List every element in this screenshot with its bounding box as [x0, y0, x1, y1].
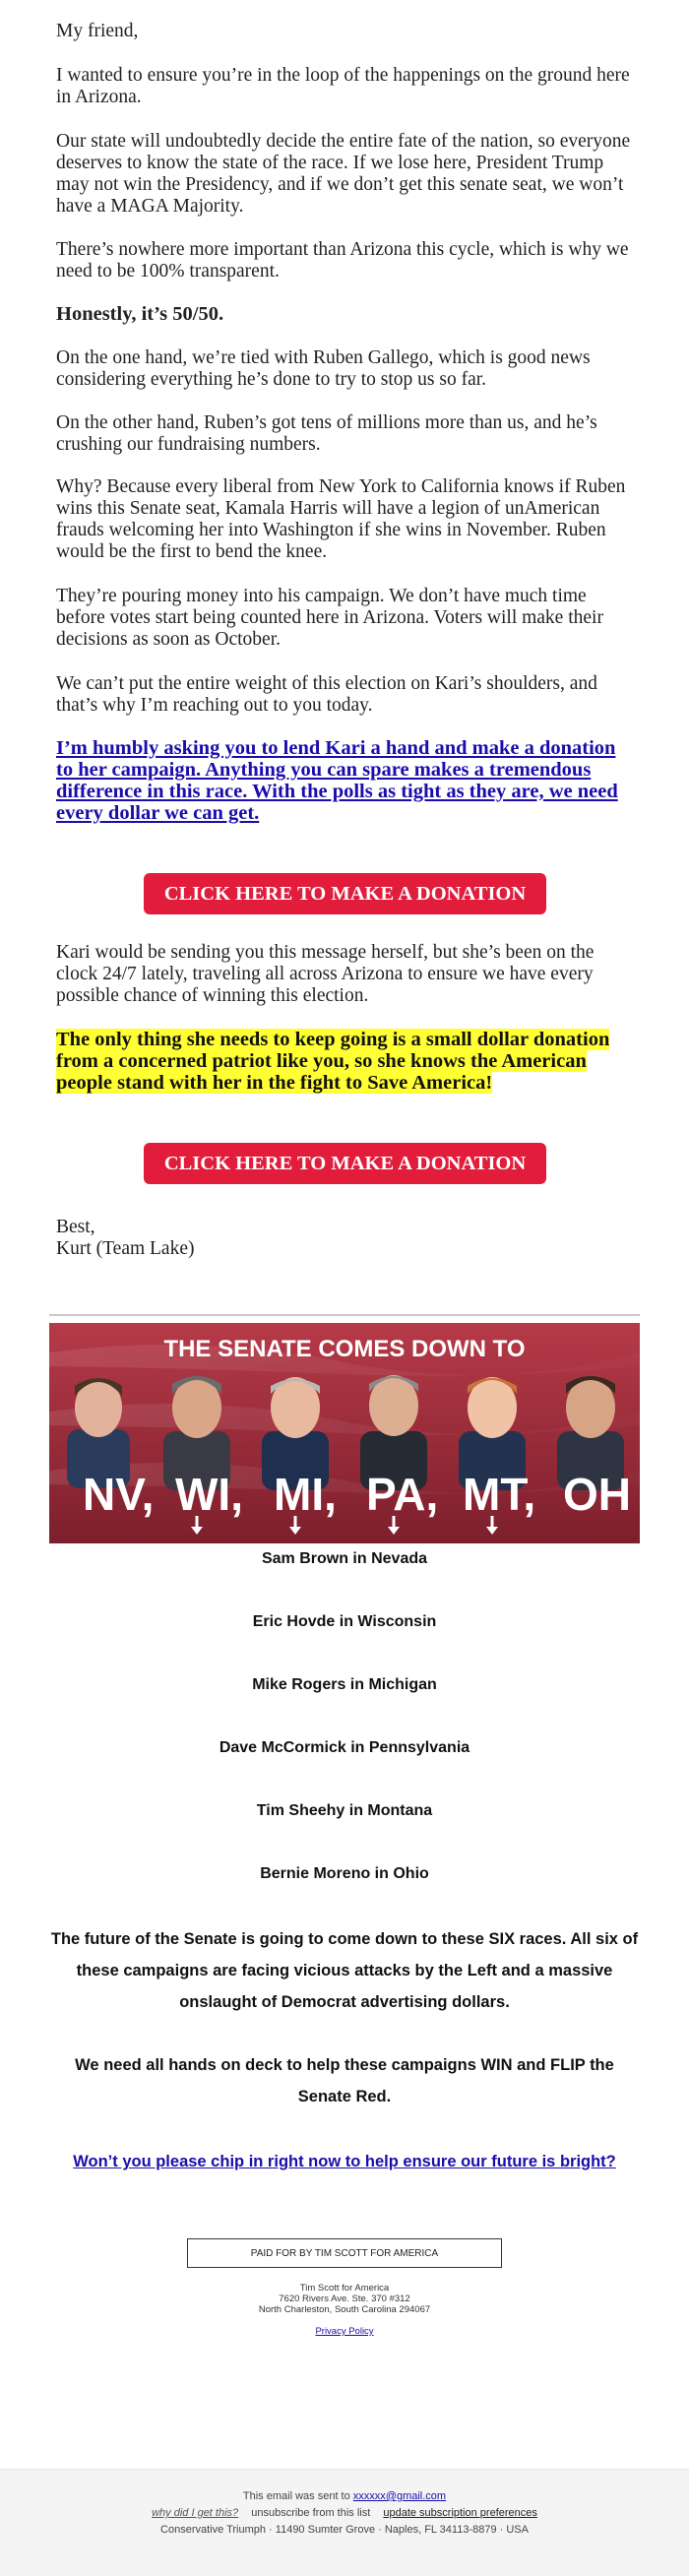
donation-ask-link[interactable]: I’m humbly asking you to lend Kari a hand and make a donation to her campaign. Anything you can spare makes a tremendous difference in this race. With the polls as tight as they are, we need every dollar we can get. — [56, 737, 618, 824]
candidate-ohio: Bernie Moreno in Ohio — [260, 1865, 429, 1882]
signoff-closing: Best, — [56, 1217, 95, 1237]
paragraph-1: I wanted to ensure you’re in the loop of the happenings on the ground here in Arizona. — [56, 65, 630, 107]
candidate-michigan: Mike Rogers in Michigan — [252, 1676, 437, 1693]
donate-button-2[interactable]: CLICK HERE TO MAKE A DONATION — [144, 1143, 546, 1184]
state-label-oh: OH — [563, 1469, 631, 1520]
candidate-nevada: Sam Brown in Nevada — [261, 1550, 428, 1567]
paragraph-2: Our state will undoubtedly decide the entire fate of the nation, so everyone deserves to know the state of the race. If we lose here, President Trump may not win the Presidency, and if we don’t get this senate seat, we won’t have a MAGA Majority. — [56, 131, 631, 217]
candidate-pennsylvania: Dave McCormick in Pennsylvania — [219, 1739, 470, 1756]
banner-headline: THE SENATE COMES DOWN TO — [163, 1336, 526, 1362]
paragraph-3: There’s nowhere more important than Arizona this cycle, which is why we need to be 100% transparent. — [56, 239, 629, 282]
candidate-montana: Tim Sheehy in Montana — [256, 1802, 433, 1819]
highlight-text: The only thing she needs to keep going is a small dollar donation from a concerned patriot like you, so she knows the American people stand with her in the fight to Save America! — [56, 1029, 610, 1094]
paragraph-6: On the other hand, Ruben’s got tens of millions more than us, and he’s crushing our fundraising numbers. — [56, 412, 597, 455]
signoff — [56, 1217, 637, 1260]
paragraph-8: They’re pouring money into his campaign. We don’t have much time before votes start being counted here in Arizona. Voters will make their decisions as soon as October. — [56, 586, 603, 650]
all-hands-paragraph: We need all hands on deck to help these campaigns WIN and FLIP the Senate Red. — [75, 2056, 614, 2105]
state-label-mt: MT, — [463, 1469, 536, 1520]
why-did-i-get-this-link[interactable]: why did I get this? — [152, 2507, 239, 2519]
update-preferences-link[interactable]: update subscription preferences — [383, 2507, 537, 2519]
candidate-wisconsin: Eric Hovde in Wisconsin — [252, 1613, 437, 1630]
senate-banner-graphic — [49, 1323, 640, 1543]
highlighted-paragraph — [56, 1029, 637, 1094]
disclaimer-street: 7620 Rivers Ave. Ste. 370 #312 — [279, 2293, 410, 2304]
section-divider — [49, 1314, 640, 1316]
state-label-pa: PA, — [366, 1469, 439, 1520]
recipient-email-link[interactable]: xxxxxx@gmail.com — [352, 2490, 447, 2502]
privacy-policy-link[interactable]: Privacy Policy — [315, 2326, 374, 2337]
signoff-signature: Kurt (Team Lake) — [56, 1238, 195, 1259]
senate-banner-image — [49, 1323, 640, 1543]
paragraph-10: Kari would be sending you this message herself, but she’s been on the clock 24/7 lately, traveling all across Arizona to ensure we have every possible chance of winning this election. — [56, 942, 595, 1006]
chip-in-link[interactable]: Won’t you please chip in right now to help ensure our future is bright? — [73, 2153, 616, 2170]
paid-for-disclaimer: PAID FOR BY TIM SCOTT FOR AMERICA — [187, 2238, 502, 2268]
greeting: My friend, — [56, 21, 139, 41]
subscription-links — [0, 2507, 689, 2519]
sender-address: Conservative Triumph · 11490 Sumter Grove · Naples, FL 34113-8879 · USA — [160, 2524, 529, 2536]
donate-button-1[interactable]: CLICK HERE TO MAKE A DONATION — [144, 873, 546, 914]
paragraph-7: Why? Because every liberal from New York to California knows if Ruben wins this Senate seat, Kamala Harris will have a legion of unAmerican frauds welcoming her into Washington if she wins in November. Ruben would be the first to bend the knee. — [56, 476, 626, 562]
disclaimer-city: North Charleston, South Carolina 294067 — [258, 2304, 431, 2315]
disclaimer-org: Tim Scott for America — [299, 2283, 390, 2293]
sent-to-prefix: This email was sent to — [242, 2490, 350, 2502]
paragraph-50-50: Honestly, it’s 50/50. — [56, 303, 224, 325]
unsubscribe-link[interactable]: unsubscribe from this list — [251, 2507, 371, 2519]
state-label-mi: MI, — [274, 1469, 337, 1520]
sent-to-line — [0, 2490, 689, 2502]
six-races-paragraph: The future of the Senate is going to come down to these SIX races. All six of these campaigns are facing vicious attacks by the Left and a massive onslaught of Democrat advertising dollars. — [50, 1930, 639, 2011]
email-footer — [0, 2469, 689, 2576]
paragraph-9: We can’t put the entire weight of this election on Kari’s shoulders, and that’s why I’m reaching out to you today. — [56, 673, 597, 716]
state-label-nv: NV, — [83, 1469, 155, 1520]
paragraph-5: On the one hand, we’re tied with Ruben Gallego, which is good news considering everything he’s done to try to stop us so far. — [56, 347, 591, 390]
state-label-wi: WI, — [175, 1469, 243, 1520]
